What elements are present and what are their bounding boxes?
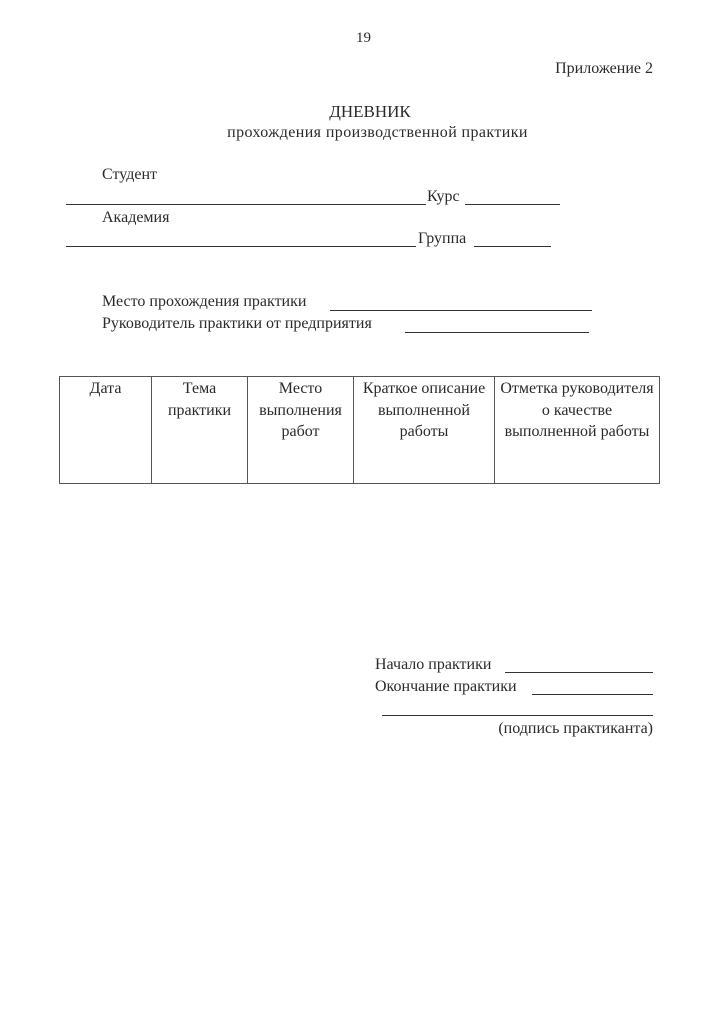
supervisor-label: Руководитель практики от предприятия — [102, 315, 372, 332]
student-field[interactable] — [66, 204, 426, 205]
practice-start-label: Начало практики — [375, 656, 492, 673]
group-label: Группа — [418, 230, 467, 247]
academy-label: Академия — [102, 209, 170, 226]
practice-place-field[interactable] — [330, 310, 592, 311]
academy-field[interactable] — [66, 246, 416, 247]
header-date: Дата — [60, 377, 152, 484]
document-subtitle: прохождения производственной практики — [227, 124, 528, 141]
header-topic: Тема практики — [152, 377, 248, 484]
practice-end-field[interactable] — [532, 694, 653, 695]
course-field[interactable] — [465, 204, 560, 205]
diary-table — [59, 376, 660, 484]
group-field[interactable] — [474, 246, 551, 247]
practice-start-field[interactable] — [505, 672, 653, 673]
header-description: Краткое описание выполненной работы — [354, 377, 495, 484]
header-supervisor-mark: Отметка руководителя о качестве выполненной работы — [495, 377, 660, 484]
page-number: 19 — [356, 30, 371, 46]
document-title: ДНЕВНИК — [329, 102, 411, 121]
student-label: Студент — [102, 166, 158, 183]
appendix-label: Приложение 2 — [555, 60, 653, 77]
supervisor-field[interactable] — [405, 332, 589, 333]
signature-caption: (подпись практиканта) — [498, 720, 653, 737]
table-header-row — [60, 377, 660, 484]
course-label: Курс — [427, 188, 460, 205]
signature-line[interactable] — [382, 715, 653, 716]
header-place: Место выполнения работ — [248, 377, 354, 484]
practice-place-label: Место прохождения практики — [102, 293, 307, 310]
practice-end-label: Окончание практики — [375, 678, 517, 695]
